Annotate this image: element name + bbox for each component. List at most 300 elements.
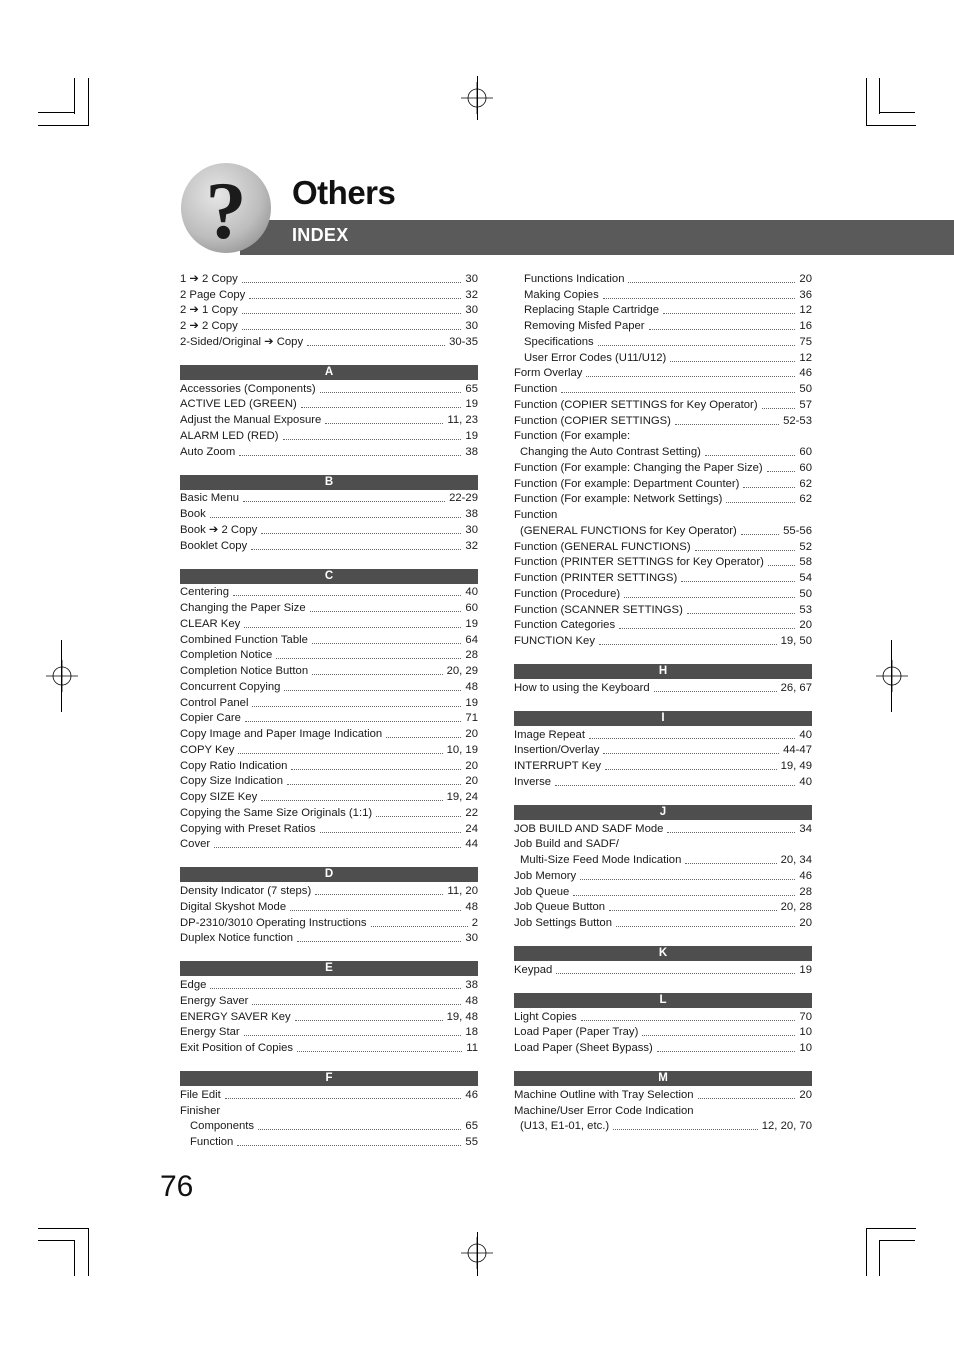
index-entry-label: Cover bbox=[180, 838, 211, 851]
page-subtitle: INDEX bbox=[292, 225, 349, 245]
dot-leader bbox=[233, 595, 461, 596]
index-entry bbox=[180, 1134, 478, 1150]
index-entry-page: 40 bbox=[799, 775, 812, 788]
index-entry bbox=[180, 1103, 478, 1119]
index-entry-label: Job Build and SADF/ bbox=[514, 838, 619, 851]
index-entry bbox=[180, 491, 478, 507]
dot-leader bbox=[613, 1129, 758, 1130]
dot-leader bbox=[768, 565, 796, 566]
index-entry bbox=[514, 539, 812, 555]
dot-leader bbox=[642, 1035, 795, 1036]
index-entry-label: Digital Skyshot Mode bbox=[180, 900, 287, 913]
index-entry-page: 28 bbox=[465, 649, 478, 662]
index-section bbox=[514, 664, 812, 696]
index-entry-page: 30 bbox=[465, 523, 478, 536]
index-entry bbox=[180, 774, 478, 790]
index-entry-page: 19 bbox=[465, 429, 478, 442]
index-entry-label: Centering bbox=[180, 586, 229, 599]
index-entry-label: Function (PRINTER SETTINGS for Key Operator) bbox=[514, 556, 764, 569]
index-entry-label: (U13, E1-01, etc.) bbox=[520, 1120, 610, 1133]
index-entry-page: 64 bbox=[465, 633, 478, 646]
index-entry-page: 10 bbox=[799, 1042, 812, 1054]
index-entry-page: 60 bbox=[799, 461, 812, 474]
dot-leader bbox=[242, 282, 462, 283]
reg-line-right bbox=[891, 640, 892, 712]
dot-leader bbox=[237, 1145, 461, 1146]
index-entry-label: JOB BUILD AND SADF Mode bbox=[514, 822, 664, 835]
index-entry-label: Components bbox=[190, 1120, 255, 1133]
index-entry bbox=[514, 900, 812, 916]
index-entry bbox=[514, 1119, 812, 1135]
index-entry-label: COPY Key bbox=[180, 743, 235, 756]
dot-leader bbox=[239, 455, 461, 456]
index-entry bbox=[180, 883, 478, 899]
index-entry-label: Image Repeat bbox=[514, 728, 585, 741]
index-entry bbox=[180, 758, 478, 774]
index-entry-label: (GENERAL FUNCTIONS for Key Operator) bbox=[520, 524, 737, 537]
dot-leader bbox=[312, 674, 442, 675]
index-entry-label: 2 ➔ 2 Copy bbox=[180, 320, 238, 332]
index-entry bbox=[514, 868, 812, 884]
index-entry bbox=[514, 633, 812, 649]
index-entry-label: 2 ➔ 1 Copy bbox=[180, 304, 238, 317]
section-letter-heading: I bbox=[514, 711, 812, 726]
index-entry-label: Load Paper (Sheet Bypass) bbox=[514, 1042, 653, 1054]
dot-leader bbox=[315, 894, 443, 895]
index-entry bbox=[514, 586, 812, 602]
index-entry-page: 20 bbox=[465, 759, 478, 772]
dot-leader bbox=[616, 926, 795, 927]
page-number: 76 bbox=[160, 1170, 194, 1203]
index-entry-page: 16 bbox=[799, 320, 812, 332]
index-entry-page: 46 bbox=[799, 869, 812, 882]
index-entry bbox=[514, 318, 812, 334]
dot-leader bbox=[244, 627, 461, 628]
index-entry bbox=[180, 711, 478, 727]
index-entry bbox=[514, 1040, 812, 1056]
index-entry-label: Job Memory bbox=[514, 869, 577, 882]
index-entry-label: INTERRUPT Key bbox=[514, 760, 602, 772]
index-entry bbox=[514, 381, 812, 397]
index-section bbox=[514, 993, 812, 1056]
index-entry-label: Functions Indication bbox=[524, 272, 625, 285]
index-entry bbox=[514, 492, 812, 508]
index-entry-page: 38 bbox=[465, 445, 478, 458]
index-entry-label: 2 Page Copy bbox=[180, 288, 246, 301]
dot-leader bbox=[624, 597, 795, 598]
index-entry-label: Copy Size Indication bbox=[180, 775, 283, 788]
index-entry-page: 11, 20 bbox=[447, 885, 478, 897]
dot-leader bbox=[252, 706, 461, 707]
index-entry-label: Removing Misfed Paper bbox=[524, 320, 645, 332]
index-entry bbox=[180, 522, 478, 538]
index-entry bbox=[514, 962, 812, 978]
index-entry-label: Function (Procedure) bbox=[514, 587, 621, 600]
index-entry-page: 58 bbox=[799, 556, 812, 569]
index-entry-page: 19 bbox=[465, 696, 478, 709]
index-section bbox=[180, 569, 478, 853]
index-entry-label: Load Paper (Paper Tray) bbox=[514, 1026, 639, 1039]
index-entry bbox=[514, 413, 812, 429]
index-entry-label: Edge bbox=[180, 979, 207, 991]
index-entry-label: Replacing Staple Cartridge bbox=[524, 304, 660, 317]
index-entry-page: 18 bbox=[465, 1026, 478, 1039]
dot-leader bbox=[371, 926, 468, 927]
index-entry-page: 30-35 bbox=[449, 335, 478, 348]
index-entry bbox=[514, 821, 812, 837]
index-entry bbox=[514, 774, 812, 790]
index-entry-page: 20, 28 bbox=[780, 901, 812, 914]
index-entry-label: Copy SIZE Key bbox=[180, 791, 258, 803]
index-entry bbox=[180, 506, 478, 522]
index-entry-label: Machine Outline with Tray Selection bbox=[514, 1088, 694, 1101]
index-entry-label: Changing the Auto Contrast Setting) bbox=[520, 446, 701, 458]
index-entry bbox=[180, 899, 478, 915]
index-entry-page: 20 bbox=[799, 1088, 812, 1101]
index-entry bbox=[180, 318, 478, 334]
index-entry-label: CLEAR Key bbox=[180, 617, 241, 630]
index-entry-page: 48 bbox=[465, 900, 478, 913]
dot-leader bbox=[726, 502, 795, 503]
section-letter-heading: F bbox=[180, 1071, 478, 1086]
index-entry-label: Function Categories bbox=[514, 619, 616, 632]
index-entry-label: Book ➔ 2 Copy bbox=[180, 523, 258, 536]
index-entry bbox=[514, 758, 812, 774]
index-entry-page: 53 bbox=[799, 603, 812, 616]
dot-leader bbox=[741, 534, 779, 535]
dot-leader bbox=[307, 345, 445, 346]
index-entry-page: 30 bbox=[465, 932, 478, 945]
index-entry-label: Function (For example: Department Counter) bbox=[514, 477, 740, 490]
index-entry-page: 30 bbox=[465, 304, 478, 317]
dot-leader bbox=[580, 879, 795, 880]
index-entry-page: 20 bbox=[799, 619, 812, 632]
index-entry bbox=[180, 271, 478, 287]
dot-leader bbox=[649, 329, 796, 330]
index-entry bbox=[180, 303, 478, 319]
index-entry-page: 32 bbox=[465, 539, 478, 552]
index-entry-page: 10, 19 bbox=[446, 743, 478, 756]
dot-leader bbox=[743, 487, 795, 488]
index-entry-page: 19, 48 bbox=[446, 1010, 478, 1023]
index-entry bbox=[180, 993, 478, 1009]
index-entry-label: File Edit bbox=[180, 1088, 221, 1101]
index-entry bbox=[514, 397, 812, 413]
dot-leader bbox=[609, 910, 777, 911]
index-entry-label: Job Settings Button bbox=[514, 917, 612, 929]
section-letter-heading: E bbox=[180, 961, 478, 976]
index-entry-label: Job Queue bbox=[514, 885, 570, 898]
dot-leader bbox=[284, 690, 461, 691]
dot-leader bbox=[762, 408, 796, 409]
reg-line-bottom bbox=[477, 1232, 478, 1276]
index-entry bbox=[514, 915, 812, 931]
index-entry bbox=[180, 1025, 478, 1041]
index-entry-label: Booklet Copy bbox=[180, 539, 248, 552]
index-entry bbox=[514, 334, 812, 350]
index-entry bbox=[514, 727, 812, 743]
index-entry bbox=[180, 632, 478, 648]
index-entry-label: Function (For example: Network Settings) bbox=[514, 493, 723, 506]
section-letter-heading: A bbox=[180, 365, 478, 380]
index-entry bbox=[514, 1025, 812, 1041]
dot-leader bbox=[276, 658, 461, 659]
index-entry-label: Copy Ratio Indication bbox=[180, 759, 288, 772]
dot-leader bbox=[295, 1020, 443, 1021]
dot-leader bbox=[210, 517, 462, 518]
index-entry bbox=[514, 523, 812, 539]
dot-leader bbox=[283, 439, 462, 440]
index-entry-page: 19, 24 bbox=[446, 791, 478, 803]
dot-leader bbox=[238, 753, 442, 754]
dot-leader bbox=[244, 1035, 462, 1036]
index-entry-label: Combined Function Table bbox=[180, 633, 308, 646]
dot-leader bbox=[243, 501, 445, 502]
section-letter-heading: L bbox=[514, 993, 812, 1008]
index-section bbox=[514, 946, 812, 978]
dot-leader bbox=[654, 691, 777, 692]
index-entry-page: 44 bbox=[465, 838, 478, 851]
index-entry-label: Function (COPIER SETTINGS for Key Operator) bbox=[514, 398, 758, 411]
index-entry bbox=[180, 616, 478, 632]
index-entry-label: FUNCTION Key bbox=[514, 635, 595, 647]
index-entry bbox=[514, 507, 812, 523]
index-entry-label: Completion Notice Button bbox=[180, 665, 309, 677]
reg-line-top bbox=[477, 76, 478, 120]
index-entry-page: 46 bbox=[799, 367, 812, 380]
dot-leader bbox=[376, 816, 461, 817]
dot-leader bbox=[320, 392, 462, 393]
index-entry-page: 12, 20, 70 bbox=[761, 1120, 812, 1133]
index-entry-label: Multi-Size Feed Mode Indication bbox=[520, 854, 682, 866]
index-entry bbox=[180, 931, 478, 947]
index-entry-page: 60 bbox=[465, 602, 478, 614]
dot-leader bbox=[556, 973, 795, 974]
index-entry-page: 30 bbox=[465, 272, 478, 285]
index-entry bbox=[514, 460, 812, 476]
dot-leader bbox=[581, 1020, 796, 1021]
index-entry-label: Specifications bbox=[524, 335, 594, 348]
dot-leader bbox=[320, 832, 462, 833]
dot-leader bbox=[251, 549, 461, 550]
index-entry bbox=[514, 429, 812, 445]
dot-leader bbox=[297, 941, 461, 942]
dot-leader bbox=[258, 1129, 461, 1130]
index-entry-label: Completion Notice bbox=[180, 649, 273, 662]
dot-leader bbox=[605, 769, 777, 770]
index-entry-page: 19 bbox=[465, 617, 478, 630]
index-entry bbox=[180, 428, 478, 444]
dot-leader bbox=[681, 581, 795, 582]
index-entry-page: 20 bbox=[465, 728, 478, 740]
index-entry bbox=[180, 821, 478, 837]
dot-leader bbox=[242, 329, 462, 330]
index-entry-page: 54 bbox=[799, 572, 812, 584]
index-entry-page: 60 bbox=[799, 446, 812, 458]
dot-leader bbox=[598, 345, 796, 346]
section-letter-heading: C bbox=[180, 569, 478, 584]
index-entry-page: 36 bbox=[799, 288, 812, 301]
index-entry-label: Duplex Notice function bbox=[180, 932, 294, 945]
index-entry bbox=[180, 397, 478, 413]
index-entry-page: 50 bbox=[799, 383, 812, 395]
dot-leader bbox=[386, 737, 461, 738]
section-letter-heading: H bbox=[514, 664, 812, 679]
dot-leader bbox=[675, 424, 779, 425]
registration-mark-left bbox=[46, 660, 78, 692]
dot-leader bbox=[599, 644, 777, 645]
index-entry-label: Density Indicator (7 steps) bbox=[180, 885, 312, 897]
index-entry-page: 2 bbox=[471, 916, 478, 929]
index-entry-page: 62 bbox=[799, 477, 812, 490]
index-entry-label: Copier Care bbox=[180, 712, 241, 725]
dot-leader bbox=[261, 800, 442, 801]
index-entry bbox=[180, 679, 478, 695]
index-entry-page: 65 bbox=[465, 382, 478, 395]
index-entry-page: 19 bbox=[799, 963, 812, 976]
index-entry bbox=[514, 444, 812, 460]
index-entry-page: 24 bbox=[465, 822, 478, 835]
index-entry-label: Function (For example: bbox=[514, 430, 631, 443]
index-entry-label: User Error Codes (U11/U12) bbox=[524, 351, 667, 364]
index-entry-label: Function (PRINTER SETTINGS) bbox=[514, 572, 678, 584]
index-entry-label: Inverse bbox=[514, 775, 552, 788]
index-entry-label: Form Overlay bbox=[514, 367, 583, 380]
registration-mark-right bbox=[876, 660, 908, 692]
index-entry-page: 52 bbox=[799, 540, 812, 553]
index-entry bbox=[514, 837, 812, 853]
index-entry-label: Making Copies bbox=[524, 288, 599, 301]
index-section bbox=[180, 271, 478, 350]
dot-leader bbox=[698, 1098, 796, 1099]
index-entry bbox=[514, 555, 812, 571]
index-entry-label: Insertion/Overlay bbox=[514, 744, 600, 757]
index-entry bbox=[180, 1087, 478, 1103]
index-entry-page: 11, 23 bbox=[447, 414, 478, 426]
index-entry-label: Copy Image and Paper Image Indication bbox=[180, 728, 383, 740]
index-entry-page: 75 bbox=[799, 335, 812, 348]
index-entry-page: 57 bbox=[799, 398, 812, 411]
index-entry bbox=[180, 742, 478, 758]
index-entry-label: ALARM LED (RED) bbox=[180, 429, 279, 442]
dot-leader bbox=[589, 738, 795, 739]
index-entry bbox=[180, 977, 478, 993]
dot-leader bbox=[670, 361, 795, 362]
index-entry-page: 12 bbox=[799, 351, 812, 364]
index-entry bbox=[514, 287, 812, 303]
dot-leader bbox=[628, 282, 795, 283]
dot-leader bbox=[695, 550, 796, 551]
index-entry bbox=[514, 350, 812, 366]
index-entry bbox=[180, 1009, 478, 1025]
index-entry-page: 48 bbox=[465, 680, 478, 693]
section-letter-heading: K bbox=[514, 946, 812, 961]
index-entry-label: 2-Sided/Original ➔ Copy bbox=[180, 335, 304, 348]
index-entry bbox=[180, 412, 478, 428]
index-entry-page: 34 bbox=[799, 822, 812, 835]
index-column-right bbox=[514, 271, 812, 1134]
index-entry-page: 52-53 bbox=[783, 414, 812, 427]
index-entry bbox=[514, 602, 812, 618]
dot-leader bbox=[210, 988, 461, 989]
index-entry bbox=[514, 303, 812, 319]
index-entry-label: Function bbox=[190, 1136, 234, 1148]
index-entry-label: ENERGY SAVER Key bbox=[180, 1010, 291, 1023]
dot-leader bbox=[225, 1098, 462, 1099]
index-entry-page: 28 bbox=[799, 885, 812, 898]
dot-leader bbox=[291, 769, 461, 770]
index-entry bbox=[180, 805, 478, 821]
dot-leader bbox=[687, 613, 796, 614]
index-entry bbox=[180, 915, 478, 931]
index-entry bbox=[180, 334, 478, 350]
index-entry bbox=[180, 585, 478, 601]
index-entry-page: 20 bbox=[799, 272, 812, 285]
index-entry bbox=[180, 600, 478, 616]
index-entry-page: 19, 49 bbox=[780, 760, 812, 772]
dot-leader bbox=[261, 533, 461, 534]
index-section bbox=[514, 1071, 812, 1134]
index-entry-label: 1 ➔ 2 Copy bbox=[180, 272, 238, 285]
index-entry bbox=[180, 789, 478, 805]
index-entry bbox=[180, 648, 478, 664]
index-entry-label: Function bbox=[514, 509, 558, 521]
index-entry-label: Control Panel bbox=[180, 696, 249, 709]
dot-leader bbox=[287, 784, 461, 785]
question-mark-icon bbox=[180, 162, 272, 254]
index-entry-page: 22 bbox=[465, 806, 478, 819]
dot-leader bbox=[705, 455, 796, 456]
index-entry-page: 50 bbox=[799, 587, 812, 600]
index-entry-page: 40 bbox=[465, 586, 478, 599]
index-section bbox=[180, 475, 478, 554]
dot-leader bbox=[242, 313, 462, 314]
index-entry bbox=[180, 837, 478, 853]
svg-text:?: ? bbox=[205, 165, 247, 254]
index-entry-label: Adjust the Manual Exposure bbox=[180, 414, 322, 426]
index-entry-page: 19, 50 bbox=[780, 635, 812, 647]
reg-line-left bbox=[61, 640, 62, 712]
index-entry bbox=[180, 381, 478, 397]
index-entry-label: Finisher bbox=[180, 1104, 221, 1117]
index-entry-page: 70 bbox=[799, 1010, 812, 1023]
index-section bbox=[514, 711, 812, 790]
dot-leader bbox=[561, 392, 795, 393]
index-entry-label: Function (GENERAL FUNCTIONS) bbox=[514, 540, 691, 553]
index-entry-page: 20, 29 bbox=[446, 665, 478, 677]
index-entry-page: 55-56 bbox=[783, 524, 812, 537]
index-entry bbox=[514, 271, 812, 287]
dot-leader bbox=[555, 785, 795, 786]
index-entry-label: Machine/User Error Code Indication bbox=[514, 1104, 694, 1117]
index-entry bbox=[180, 663, 478, 679]
index-entry bbox=[514, 618, 812, 634]
dot-leader bbox=[767, 471, 796, 472]
index-entry-label: Basic Menu bbox=[180, 492, 240, 505]
index-entry-label: Copying with Preset Ratios bbox=[180, 822, 316, 835]
index-entry-label: DP-2310/3010 Operating Instructions bbox=[180, 916, 367, 929]
index-section bbox=[180, 867, 478, 946]
page-title: Others bbox=[292, 174, 396, 211]
index-entry bbox=[514, 476, 812, 492]
index-entry-page: 26, 67 bbox=[780, 681, 812, 694]
index-entry bbox=[514, 884, 812, 900]
index-entry bbox=[180, 695, 478, 711]
index-entry bbox=[180, 1040, 478, 1056]
index-entry-page: 40 bbox=[799, 728, 812, 741]
index-entry-label: How to using the Keyboard bbox=[514, 681, 650, 694]
index-entry bbox=[180, 726, 478, 742]
